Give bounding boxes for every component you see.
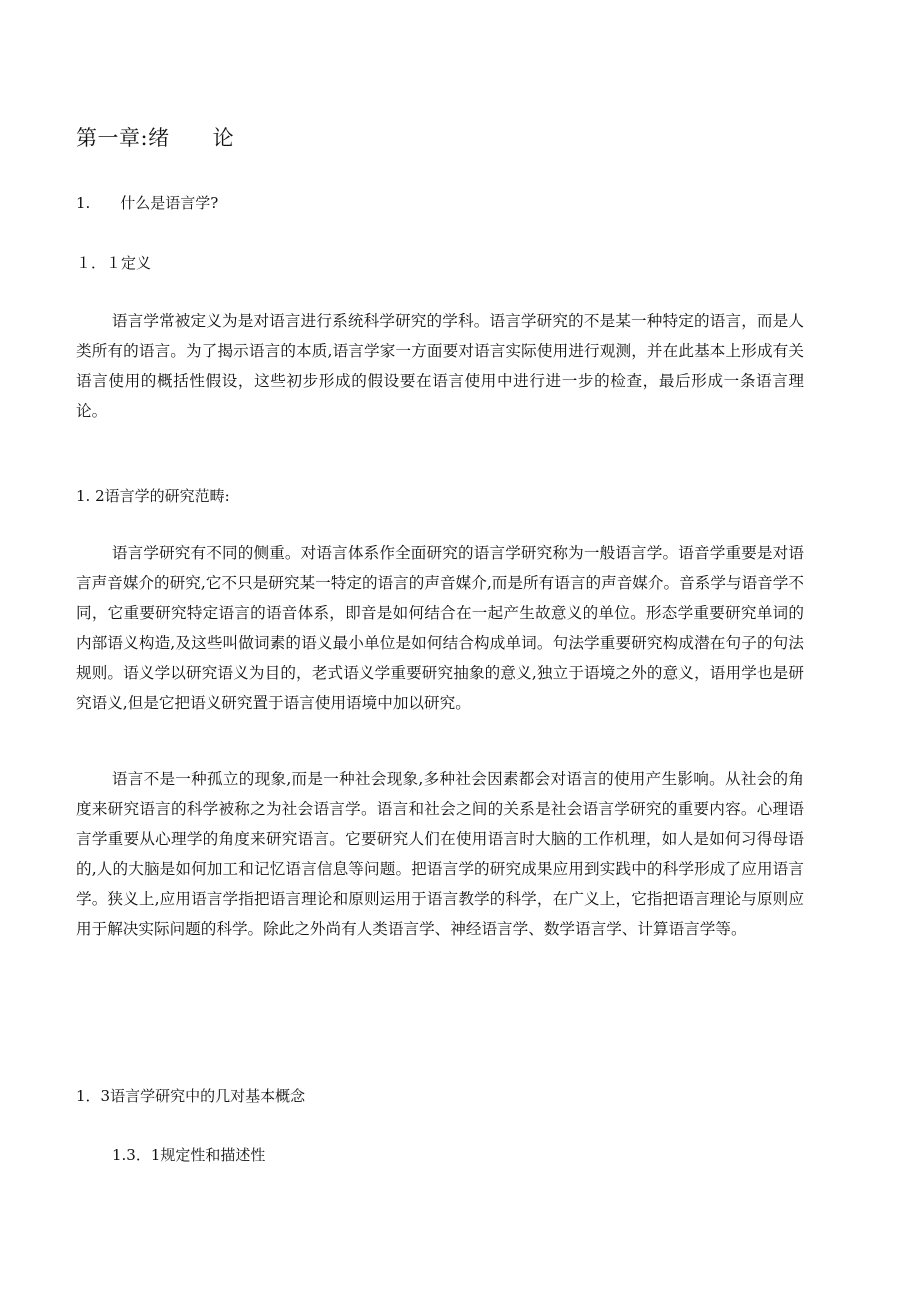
paragraph-social: 语言不是一种孤立的现象,而是一种社会现象,多种社会因素都会对语言的使用产生影响。从社会的角度来研究语言的科学被称之为社会语言学。语言和社会之间的关系是社会语言学研究的重要内容。心理语言学重要从心理学的角度来研究语言。它要研究人们在使用语言时大脑的工作机理，如人是如何习得母语的,人的大脑是如何加工和记忆语言信息等问题。把语言学的研究成果应用到实践中的科学形成了应用语言学。狭义上,应用语言学指把语言理论和原则运用于语言教学的科学，在广义上，它指把语言理论与原则应用于解决实际问题的科学。除此之外尚有人类语言学、神经语言学、数学语言学、计算语言学等。 — [76, 770, 804, 938]
section-heading-1-3-1: 1.3．1规定性和描述性 — [112, 1146, 266, 1164]
section-heading-1-3: 1．3语言学研究中的几对基本概念 — [76, 1087, 306, 1105]
section-heading-1-1: １．１定义 — [76, 254, 152, 272]
section-heading-1: 1. 什么是语言学? — [76, 194, 219, 212]
paragraph-definition: 语言学常被定义为是对语言进行系统科学研究的学科。语言学研究的不是某一种特定的语言，而是人类所有的语言。为了揭示语言的本质,语言学家一方面要对语言实际使用进行观测，并在此基本上形成有关语言使用的概括性假设，这些初步形成的假设要在语言使用中进行进一步的检查，最后形成一条语言理论。 — [76, 312, 804, 420]
section-heading-1-2: 1. 2语言学的研究范畴: — [76, 487, 230, 505]
chapter-title: 第一章:绪 论 — [76, 126, 235, 150]
paragraph-scope: 语言学研究有不同的侧重。对语言体系作全面研究的语言学研究称为一般语言学。语音学重要是对语言声音媒介的研究,它不只是研究某一特定的语言的声音媒介,而是所有语言的声音媒介。音系学与语音学不同，它重要研究特定语言的语音体系，即音是如何结合在一起产生故意义的单位。形态学重要研究单词的内部语义构造,及这些叫做词素的语义最小单位是如何结合构成单词。句法学重要研究构成潜在句子的句法规则。语义学以研究语义为目的，老式语义学重要研究抽象的意义,独立于语境之外的意义，语用学也是研究语义,但是它把语义研究置于语言使用语境中加以研究。 — [76, 544, 804, 712]
